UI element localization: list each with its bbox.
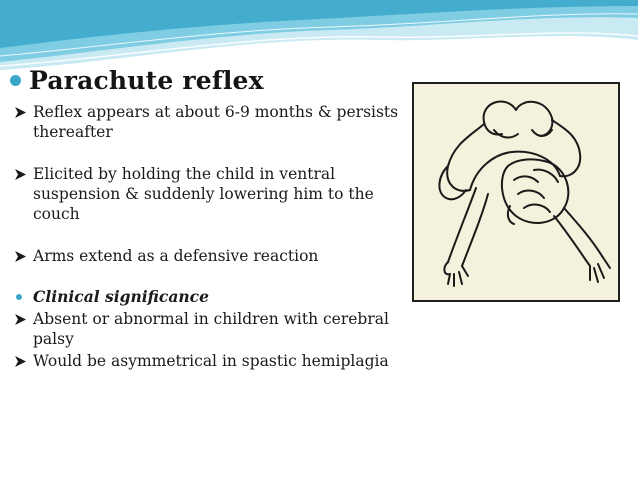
list-item-text: Would be asymmetrical in spastic hemiplagia	[33, 352, 389, 370]
arrow-bullet-icon	[14, 102, 28, 122]
list-item	[14, 246, 409, 266]
bullet-dot-icon	[10, 75, 21, 86]
list-item	[14, 102, 409, 142]
arrow-bullet-icon	[14, 309, 28, 329]
list-item-text: Absent or abnormal in children with cerebral palsy	[33, 310, 389, 348]
child-drawing-icon	[414, 84, 618, 300]
bullet-dot-icon	[14, 287, 28, 307]
arrow-bullet-icon	[14, 351, 28, 371]
list-item-text: Elicited by holding the child in ventral suspension & suddenly lowering him to the couch	[33, 165, 374, 223]
list-item-text: Reflex appears at about 6-9 months & persists thereafter	[33, 103, 399, 141]
list-item-text: Arms extend as a defensive reaction	[33, 247, 319, 265]
list-item	[14, 164, 409, 224]
list-item	[14, 287, 409, 307]
bullet-list	[14, 102, 409, 371]
list-item	[14, 351, 409, 371]
slide-title: Parachute reflex	[29, 66, 264, 95]
title-row	[10, 66, 264, 95]
list-item-text: Clinical significance	[33, 287, 209, 306]
parachute-reflex-illustration	[412, 82, 620, 302]
arrow-bullet-icon	[14, 246, 28, 266]
list-item	[14, 309, 409, 349]
arrow-bullet-icon	[14, 164, 28, 184]
